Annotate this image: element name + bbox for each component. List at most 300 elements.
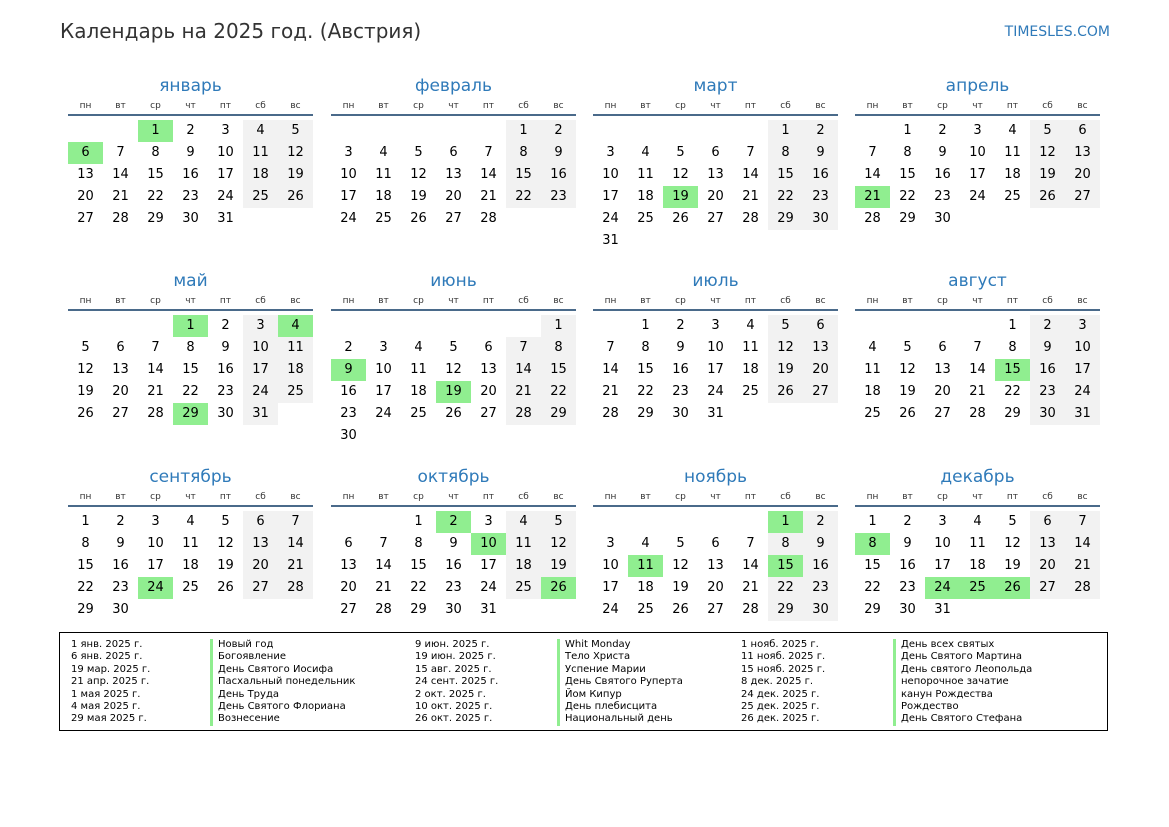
day-cell: 14	[147, 362, 164, 377]
weekday-header	[68, 98, 313, 116]
day-cell: 8	[186, 340, 195, 355]
day-cell: 31	[480, 602, 497, 617]
month-name: август	[948, 271, 1007, 291]
month-12	[855, 465, 1100, 621]
day-cell: 18	[637, 580, 654, 595]
day-cell: 11	[182, 536, 199, 551]
site-link[interactable]: TIMESLES.COM	[1004, 24, 1110, 40]
day-cell: 30	[445, 602, 462, 617]
day-cell: 1	[414, 514, 423, 529]
day-cell: 3	[711, 318, 720, 333]
day-cell: 28	[602, 406, 619, 421]
day-grid	[68, 315, 313, 425]
day-cell: 20	[934, 384, 951, 399]
day-cell: 25	[960, 577, 995, 599]
weekday-label: пт	[744, 101, 757, 111]
weekday-header	[68, 489, 313, 507]
day-cell: 6	[116, 340, 125, 355]
day-cell: 4	[506, 511, 541, 533]
weekday-label: вт	[115, 296, 126, 306]
day-cell: 22	[506, 186, 541, 208]
empty-cell	[1065, 208, 1100, 230]
day-cell: 12	[278, 142, 313, 164]
holiday-date: 26 окт. 2025 г.	[415, 713, 493, 725]
day-cell: 18	[410, 384, 427, 399]
day-cell: 19	[77, 384, 94, 399]
day-cell: 24	[340, 211, 357, 226]
holiday-date: 11 нояб. 2025 г.	[741, 651, 826, 663]
day-cell: 2	[344, 340, 353, 355]
month-name: июнь	[430, 271, 477, 291]
day-cell: 12	[1030, 142, 1065, 164]
day-grid	[331, 511, 576, 621]
day-cell: 29	[1004, 406, 1021, 421]
day-cell: 22	[637, 384, 654, 399]
day-cell: 6	[803, 315, 838, 337]
day-cell: 28	[147, 406, 164, 421]
weekday-label: ср	[413, 296, 424, 306]
weekday-label: пн	[866, 296, 879, 306]
weekday-header	[68, 293, 313, 311]
day-cell: 10	[340, 167, 357, 182]
day-cell: 14	[506, 359, 541, 381]
holiday-name: Новый год	[218, 639, 274, 650]
weekday-label: вт	[902, 296, 913, 306]
weekday-header	[855, 293, 1100, 311]
day-cell: 24	[243, 381, 278, 403]
day-cell: 6	[1030, 511, 1065, 533]
weekday-label: вт	[378, 492, 389, 502]
day-cell: 13	[112, 362, 129, 377]
empty-cell	[506, 208, 541, 230]
holiday-names-col-3	[893, 639, 1032, 726]
empty-cell	[593, 511, 628, 533]
day-cell: 27	[445, 211, 462, 226]
day-cell: 29	[899, 211, 916, 226]
holiday-date: 6 янв. 2025 г.	[71, 651, 143, 663]
day-cell: 17	[340, 189, 357, 204]
day-cell: 17	[480, 558, 497, 573]
empty-cell	[995, 208, 1030, 230]
day-cell: 3	[344, 145, 353, 160]
day-cell: 1	[541, 315, 576, 337]
holiday-date: 26 дек. 2025 г.	[741, 713, 820, 725]
day-cell: 17	[147, 558, 164, 573]
day-cell: 27	[803, 381, 838, 403]
day-cell: 29	[410, 602, 427, 617]
empty-cell	[628, 120, 663, 142]
day-cell: 4	[186, 514, 195, 529]
empty-cell	[366, 425, 401, 447]
holiday-name: День Святого Руперта	[565, 676, 683, 688]
day-cell: 15	[182, 362, 199, 377]
day-cell: 2	[803, 120, 838, 142]
weekday-label: пн	[342, 492, 355, 502]
day-cell: 16	[672, 362, 689, 377]
day-cell: 7	[973, 340, 982, 355]
day-cell: 12	[445, 362, 462, 377]
empty-cell	[103, 315, 138, 337]
empty-cell	[68, 120, 103, 142]
day-cell: 2	[436, 511, 471, 533]
day-grid	[331, 120, 576, 230]
day-cell: 23	[445, 580, 462, 595]
empty-cell	[733, 511, 768, 533]
day-cell: 11	[278, 337, 313, 359]
day-cell: 5	[676, 145, 685, 160]
day-cell: 3	[938, 514, 947, 529]
weekday-label: вс	[1077, 101, 1088, 111]
month-name: март	[693, 76, 738, 96]
day-grid	[68, 511, 313, 621]
empty-cell	[506, 599, 541, 621]
day-cell: 16	[340, 384, 357, 399]
day-cell: 5	[768, 315, 803, 337]
day-cell: 11	[628, 555, 663, 577]
day-cell: 13	[445, 167, 462, 182]
empty-cell	[243, 208, 278, 230]
day-cell: 28	[375, 602, 392, 617]
holiday-date: 4 мая 2025 г.	[71, 701, 141, 713]
weekday-label: сб	[1042, 296, 1053, 306]
day-cell: 18	[637, 189, 654, 204]
day-cell: 8	[541, 337, 576, 359]
day-cell: 10	[707, 340, 724, 355]
holiday-date: 1 мая 2025 г.	[71, 688, 141, 700]
day-cell: 30	[340, 428, 357, 443]
weekday-label: пт	[219, 296, 232, 306]
day-cell: 11	[637, 167, 654, 182]
day-cell: 17	[602, 580, 619, 595]
weekday-label: ср	[413, 492, 424, 502]
empty-cell	[960, 208, 995, 230]
day-cell: 24	[138, 577, 173, 599]
empty-cell	[1030, 208, 1065, 230]
weekday-label: чт	[972, 492, 983, 502]
day-cell: 11	[410, 362, 427, 377]
day-cell: 25	[742, 384, 759, 399]
day-cell: 9	[541, 142, 576, 164]
day-cell: 25	[637, 602, 654, 617]
weekday-label: ср	[150, 296, 161, 306]
holiday-name: Рождество	[901, 701, 959, 713]
day-cell: 21	[855, 186, 890, 208]
day-cell: 4	[379, 145, 388, 160]
day-grid	[593, 315, 838, 425]
day-cell: 21	[375, 580, 392, 595]
weekday-label: чт	[972, 101, 983, 111]
day-cell: 28	[742, 211, 759, 226]
holiday-name: День Труда	[218, 688, 279, 700]
day-cell: 10	[1065, 337, 1100, 359]
day-cell: 17	[243, 359, 278, 381]
month-9	[68, 465, 313, 621]
day-cell: 29	[173, 403, 208, 425]
day-cell: 12	[77, 362, 94, 377]
day-cell: 3	[379, 340, 388, 355]
day-cell: 4	[641, 145, 650, 160]
month-2	[331, 74, 576, 230]
day-cell: 12	[410, 167, 427, 182]
day-cell: 15	[899, 167, 916, 182]
month-4	[855, 74, 1100, 230]
day-cell: 21	[480, 189, 497, 204]
day-cell: 24	[480, 580, 497, 595]
weekday-label: сб	[518, 492, 529, 502]
empty-cell	[960, 315, 995, 337]
empty-cell	[663, 120, 698, 142]
weekday-label: чт	[448, 296, 459, 306]
empty-cell	[593, 120, 628, 142]
day-cell: 4	[641, 536, 650, 551]
day-cell: 26	[899, 406, 916, 421]
empty-cell	[960, 599, 995, 621]
day-cell: 26	[541, 577, 576, 599]
empty-cell	[733, 230, 768, 252]
day-cell: 1	[641, 318, 650, 333]
day-cell: 17	[1065, 359, 1100, 381]
holiday-list	[59, 632, 1108, 731]
empty-cell	[506, 315, 541, 337]
empty-cell	[278, 403, 313, 425]
weekday-label: вс	[290, 492, 301, 502]
day-cell: 14	[375, 558, 392, 573]
day-cell: 7	[746, 536, 755, 551]
day-cell: 30	[182, 211, 199, 226]
day-cell: 8	[414, 536, 423, 551]
empty-cell	[663, 230, 698, 252]
day-cell: 15	[995, 359, 1030, 381]
day-cell: 23	[934, 189, 951, 204]
day-cell: 23	[803, 577, 838, 599]
day-cell: 20	[707, 580, 724, 595]
day-cell: 10	[243, 337, 278, 359]
weekday-header	[593, 293, 838, 311]
empty-cell	[366, 315, 401, 337]
day-cell: 9	[676, 340, 685, 355]
day-cell: 24	[602, 211, 619, 226]
holiday-date: 25 дек. 2025 г.	[741, 701, 820, 713]
weekday-label: сб	[518, 296, 529, 306]
day-cell: 11	[243, 142, 278, 164]
day-cell: 9	[116, 536, 125, 551]
weekday-label: вт	[640, 101, 651, 111]
day-cell: 20	[1030, 555, 1065, 577]
day-cell: 6	[1065, 120, 1100, 142]
day-cell: 25	[410, 406, 427, 421]
holiday-name: Вознесение	[218, 713, 280, 725]
empty-cell	[471, 315, 506, 337]
weekday-label: пн	[342, 101, 355, 111]
day-cell: 15	[506, 164, 541, 186]
day-cell: 28	[742, 602, 759, 617]
day-cell: 23	[112, 580, 129, 595]
empty-cell	[278, 208, 313, 230]
empty-cell	[138, 599, 173, 621]
empty-cell	[698, 230, 733, 252]
weekday-label: сб	[780, 101, 791, 111]
day-cell: 13	[340, 558, 357, 573]
empty-cell	[506, 425, 541, 447]
empty-cell	[733, 120, 768, 142]
weekday-label: сб	[1042, 492, 1053, 502]
weekday-header	[855, 98, 1100, 116]
day-cell: 12	[672, 558, 689, 573]
day-cell: 29	[768, 599, 803, 621]
holiday-name: Национальный день	[565, 713, 673, 725]
day-cell: 5	[278, 120, 313, 142]
day-cell: 26	[445, 406, 462, 421]
weekday-label: ср	[150, 492, 161, 502]
day-grid	[593, 120, 838, 252]
day-cell: 26	[995, 577, 1030, 599]
day-cell: 28	[969, 406, 986, 421]
empty-cell	[1030, 599, 1065, 621]
day-cell: 28	[506, 403, 541, 425]
day-cell: 6	[68, 142, 103, 164]
day-cell: 27	[480, 406, 497, 421]
holiday-name: День Святого Стефана	[901, 713, 1023, 725]
day-cell: 9	[186, 145, 195, 160]
month-5	[68, 269, 313, 425]
day-cell: 1	[173, 315, 208, 337]
empty-cell	[331, 120, 366, 142]
weekday-label: вт	[378, 296, 389, 306]
day-cell: 1	[81, 514, 90, 529]
day-cell: 17	[217, 167, 234, 182]
weekday-label: вт	[640, 296, 651, 306]
day-cell: 19	[768, 359, 803, 381]
day-cell: 14	[969, 362, 986, 377]
day-cell: 14	[1065, 533, 1100, 555]
weekday-label: сб	[518, 101, 529, 111]
day-cell: 2	[116, 514, 125, 529]
day-cell: 6	[484, 340, 493, 355]
day-cell: 6	[711, 145, 720, 160]
empty-cell	[803, 403, 838, 425]
empty-cell	[138, 315, 173, 337]
weekday-label: вс	[815, 296, 826, 306]
empty-cell	[278, 599, 313, 621]
day-cell: 20	[480, 384, 497, 399]
day-cell: 15	[637, 362, 654, 377]
weekday-label: чт	[710, 296, 721, 306]
day-cell: 9	[938, 145, 947, 160]
empty-cell	[471, 120, 506, 142]
day-cell: 22	[768, 186, 803, 208]
day-cell: 29	[147, 211, 164, 226]
day-cell: 19	[436, 381, 471, 403]
day-cell: 12	[672, 167, 689, 182]
day-cell: 5	[541, 511, 576, 533]
day-cell: 6	[711, 536, 720, 551]
day-cell: 15	[768, 164, 803, 186]
day-cell: 25	[182, 580, 199, 595]
day-cell: 1	[1008, 318, 1017, 333]
day-cell: 15	[410, 558, 427, 573]
day-cell: 20	[1065, 164, 1100, 186]
day-cell: 22	[410, 580, 427, 595]
day-cell: 1	[138, 120, 173, 142]
day-cell: 9	[449, 536, 458, 551]
day-cell: 30	[1030, 403, 1065, 425]
day-cell: 7	[868, 145, 877, 160]
empty-cell	[436, 315, 471, 337]
day-cell: 5	[81, 340, 90, 355]
month-name: октябрь	[417, 467, 490, 487]
day-cell: 23	[899, 580, 916, 595]
day-cell: 30	[803, 208, 838, 230]
day-cell: 7	[151, 340, 160, 355]
holiday-dates-col-2	[415, 639, 498, 726]
weekday-label: пн	[79, 101, 92, 111]
day-cell: 18	[742, 362, 759, 377]
weekday-label: вс	[815, 492, 826, 502]
day-cell: 23	[1030, 381, 1065, 403]
day-cell: 15	[768, 555, 803, 577]
day-cell: 31	[934, 602, 951, 617]
weekday-label: чт	[448, 492, 459, 502]
weekday-label: пт	[219, 101, 232, 111]
empty-cell	[401, 120, 436, 142]
day-cell: 22	[182, 384, 199, 399]
day-cell: 31	[602, 233, 619, 248]
day-cell: 31	[1065, 403, 1100, 425]
day-cell: 25	[243, 186, 278, 208]
day-cell: 17	[707, 362, 724, 377]
holiday-date: 1 янв. 2025 г.	[71, 639, 143, 650]
day-cell: 2	[938, 123, 947, 138]
empty-cell	[855, 315, 890, 337]
day-cell: 10	[147, 536, 164, 551]
day-cell: 12	[1004, 536, 1021, 551]
month-7	[593, 269, 838, 425]
empty-cell	[890, 315, 925, 337]
day-grid	[855, 120, 1100, 230]
day-cell: 18	[1004, 167, 1021, 182]
day-cell: 23	[182, 189, 199, 204]
day-cell: 4	[746, 318, 755, 333]
day-cell: 5	[449, 340, 458, 355]
weekday-label: чт	[448, 101, 459, 111]
day-cell: 3	[484, 514, 493, 529]
day-cell: 1	[868, 514, 877, 529]
day-cell: 14	[480, 167, 497, 182]
day-cell: 16	[1030, 359, 1065, 381]
day-cell: 21	[969, 384, 986, 399]
empty-cell	[768, 403, 803, 425]
holiday-date: 1 нояб. 2025 г.	[741, 639, 819, 650]
day-cell: 13	[77, 167, 94, 182]
month-name: февраль	[414, 76, 493, 96]
day-cell: 30	[112, 602, 129, 617]
day-cell: 4	[1008, 123, 1017, 138]
day-cell: 4	[973, 514, 982, 529]
day-cell: 10	[217, 145, 234, 160]
day-cell: 13	[803, 337, 838, 359]
day-cell: 18	[278, 359, 313, 381]
day-grid	[593, 511, 838, 621]
day-cell: 28	[278, 577, 313, 599]
day-cell: 5	[1030, 120, 1065, 142]
empty-cell	[995, 599, 1030, 621]
day-cell: 15	[864, 558, 881, 573]
empty-cell	[366, 511, 401, 533]
day-cell: 13	[1065, 142, 1100, 164]
empty-cell	[855, 120, 890, 142]
day-cell: 24	[969, 189, 986, 204]
weekday-label: сб	[780, 492, 791, 502]
